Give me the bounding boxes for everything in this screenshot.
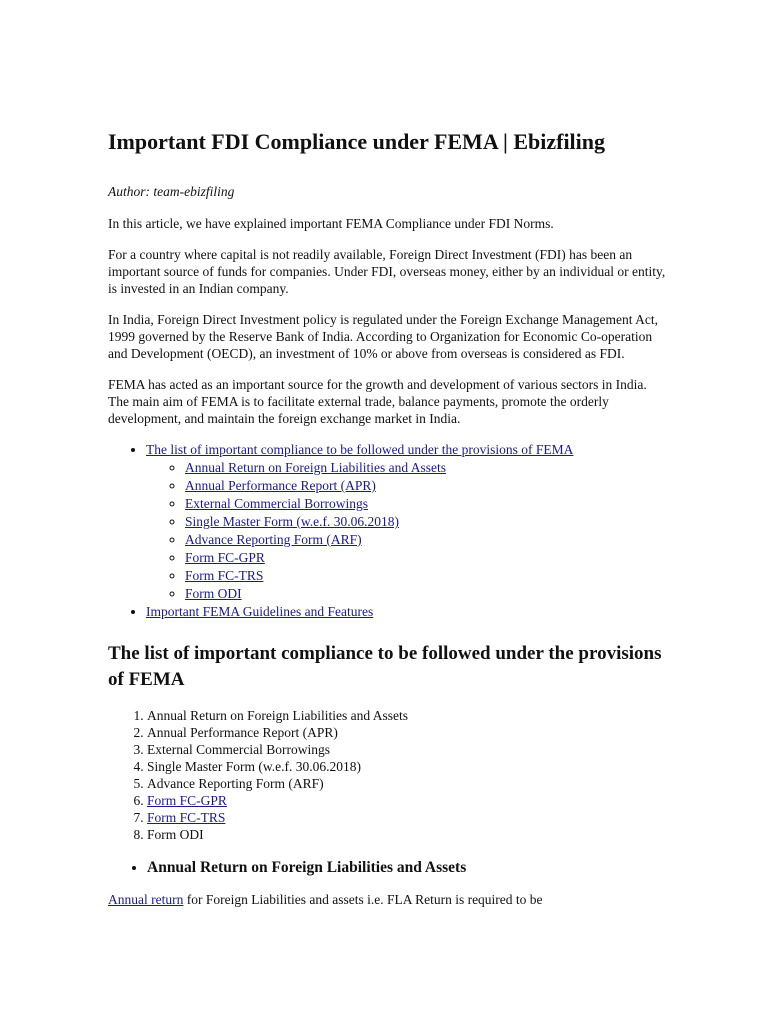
toc-subitem — [185, 459, 668, 477]
toc-subitem — [185, 477, 668, 495]
compliance-list — [108, 707, 668, 843]
section-heading: The list of important compliance to be followed under the provisions of FEMA — [108, 643, 662, 690]
toc-sublist — [146, 459, 668, 603]
toc-link-ecb[interactable]: External Commercial Borrowings — [185, 496, 368, 511]
toc-link-fc-trs[interactable]: Form FC-TRS — [185, 568, 264, 583]
article-author: Author: team-ebizfiling — [108, 184, 235, 199]
fema-regulation-paragraph: In India, Foreign Direct Investment policy is regulated under the Foreign Exchange Management Act, 1999 governed by the Reserve Bank of India. According to Organization for Economic Co-operation and Development (OECD), an investment of 10% or above from overseas is considered as FDI. — [108, 312, 658, 361]
subsection-heading: • Annual Return on Foreign Liabilities and Assets — [147, 857, 668, 879]
annual-return-link[interactable]: Annual return — [108, 892, 184, 907]
link-fc-gpr[interactable]: Form FC-GPR — [147, 793, 227, 808]
article-content — [108, 127, 668, 922]
list-item: 3. External Commercial Borrowings — [147, 741, 668, 758]
annual-return-paragraph: Annual return for Foreign Liabilities and assets i.e. FLA Return is required to be — [108, 892, 543, 907]
toc-link-apr[interactable]: Annual Performance Report (APR) — [185, 478, 376, 493]
list-item: 4. Single Master Form (w.e.f. 30.06.2018) — [147, 758, 668, 775]
toc-subitem — [185, 495, 668, 513]
link-fc-trs[interactable]: Form FC-TRS — [147, 810, 226, 825]
toc-subitem — [185, 585, 668, 603]
toc-link-odi[interactable]: Form ODI — [185, 586, 242, 601]
list-item: 2. Annual Performance Report (APR) — [147, 724, 668, 741]
toc-link-single-master-form[interactable]: Single Master Form (w.e.f. 30.06.2018) — [185, 514, 399, 529]
toc-subitem — [185, 513, 668, 531]
list-item — [147, 792, 668, 809]
list-item: 5. Advance Reporting Form (ARF) — [147, 775, 668, 792]
toc-subitem — [185, 531, 668, 549]
toc-subitem — [185, 549, 668, 567]
fema-aim-paragraph: FEMA has acted as an important source for the growth and development of various sectors in India. The main aim of FEMA is to facilitate external trade, balance payments, promote the orderly development, and maintain the foreign exchange market in India. — [108, 377, 647, 426]
intro-paragraph: In this article, we have explained important FEMA Compliance under FDI Norms. — [108, 216, 554, 231]
article-title: Important FDI Compliance under FEMA | Ebizfiling — [108, 129, 606, 154]
list-item: 8. Form ODI — [147, 826, 668, 843]
fdi-definition-paragraph: For a country where capital is not readily available, Foreign Direct Investment (FDI) has been an important source of funds for companies. Under FDI, overseas money, either by an individual or entity, is invested in an Indian company. — [108, 247, 666, 296]
list-item — [147, 809, 668, 826]
toc-link-fc-gpr[interactable]: Form FC-GPR — [185, 550, 265, 565]
toc-item — [146, 441, 668, 603]
toc-item — [146, 603, 668, 621]
subsection-heading-list — [108, 857, 668, 879]
table-of-contents — [108, 441, 668, 621]
toc-link-annual-return[interactable]: Annual Return on Foreign Liabilities and Assets — [185, 460, 446, 475]
toc-link-compliance-list[interactable]: The list of important compliance to be followed under the provisions of FEMA — [146, 442, 574, 457]
list-item: 1. Annual Return on Foreign Liabilities and Assets — [147, 707, 668, 724]
toc-subitem — [185, 567, 668, 585]
toc-link-arf[interactable]: Advance Reporting Form (ARF) — [185, 532, 362, 547]
toc-link-guidelines[interactable]: Important FEMA Guidelines and Features — [146, 604, 374, 619]
